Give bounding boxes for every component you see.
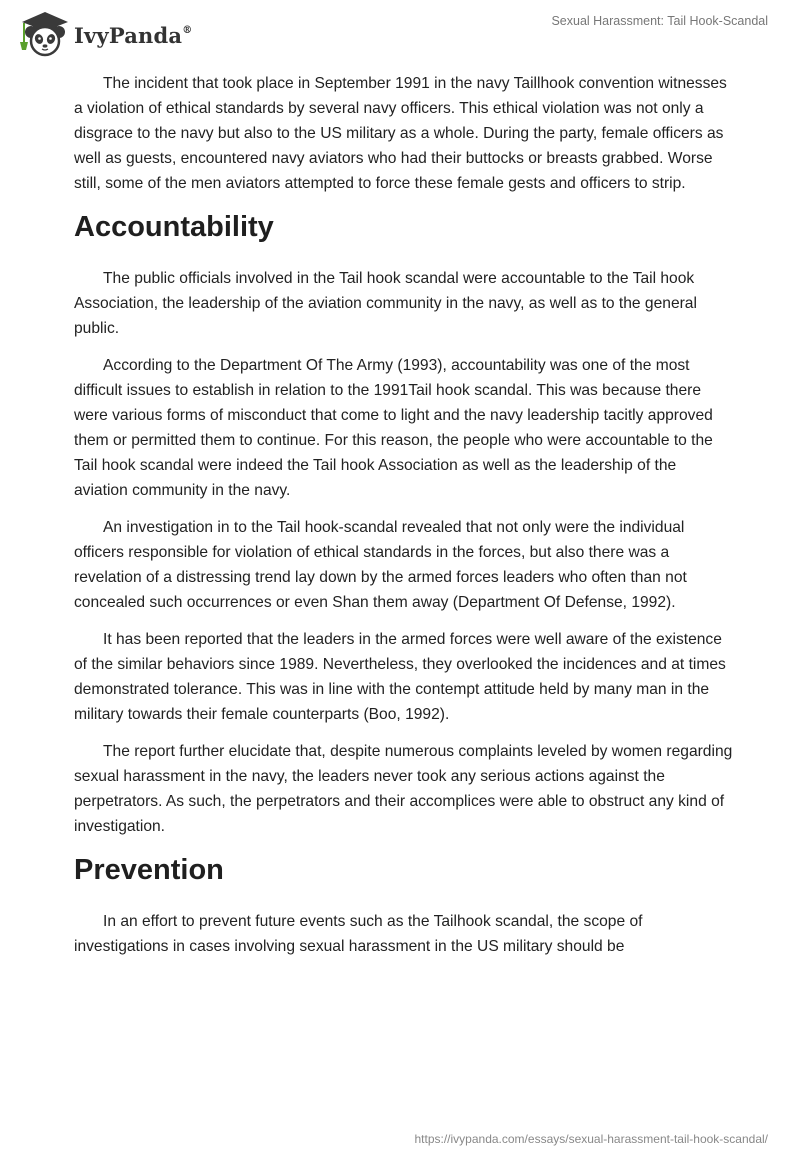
body-paragraph: The report further elucidate that, despite numerous complaints leveled by women regarding sexual harassment in the navy, the leaders never took any serious actions against the perpetrators. As such, the perpetrators and their accomplices were able to obstruct any kind of investigation. [74, 743, 733, 835]
essay-content [74, 71, 734, 971]
body-paragraph: An investigation in to the Tail hook-scandal revealed that not only were the individual officers responsible for violation of ethical standards in the forces, but also there was a revelation of a distressing trend lay down by the armed forces leaders who often than not concealed such occurrences or even Shan them away (Department Of Defense, 1992). [74, 519, 687, 611]
source-url[interactable]: https://ivypanda.com/essays/sexual-harassment-tail-hook-scandal/ [414, 1132, 768, 1146]
body-paragraph: According to the Department Of The Army (1993), accountability was one of the most difficult issues to establish in relation to the 1991Tail hook scandal. This was because there were various forms of misconduct that come to light and the navy leadership tacitly approved them or permitted them to continue. For this reason, the people who were accountable to the Tail hook scandal were indeed the Tail hook Association as well as the leadership of the aviation community in the navy. [74, 357, 713, 499]
body-paragraph: It has been reported that the leaders in the armed forces were well aware of the existence of the similar behaviors since 1989. Nevertheless, they overlooked the incidences and at times demonstrated tolerance. This was in line with the contempt attitude held by many man in the military towards their female counterparts (Boo, 1992). [74, 631, 726, 723]
page-header [0, 0, 800, 70]
body-paragraph: The public officials involved in the Tail hook scandal were accountable to the Tail hook Association, the leadership of the aviation community in the navy, as well as to the general public. [74, 270, 697, 337]
document-title: Sexual Harassment: Tail Hook-Scandal [551, 14, 768, 28]
panda-graduate-icon [14, 8, 70, 58]
section-heading-prevention: Prevention [74, 854, 224, 886]
logo-text: IvyPanda® [74, 22, 193, 48]
body-paragraph: In an effort to prevent future events such as the Tailhook scandal, the scope of investigations in cases involving sexual harassment in the US military should be [74, 913, 643, 955]
section-heading-accountability: Accountability [74, 211, 274, 243]
intro-paragraph: The incident that took place in September 1991 in the navy Taillhook convention witnesses a violation of ethical standards by several navy officers. This ethical violation was not only a disgrace to the navy but also to the US military as a whole. During the party, female officers as well as guests, encountered navy aviators who had their buttocks or breasts grabbed. Worse still, some of the men aviators attempted to force these female gests and officers to strip. [74, 75, 727, 192]
ivypanda-logo[interactable] [14, 8, 192, 58]
